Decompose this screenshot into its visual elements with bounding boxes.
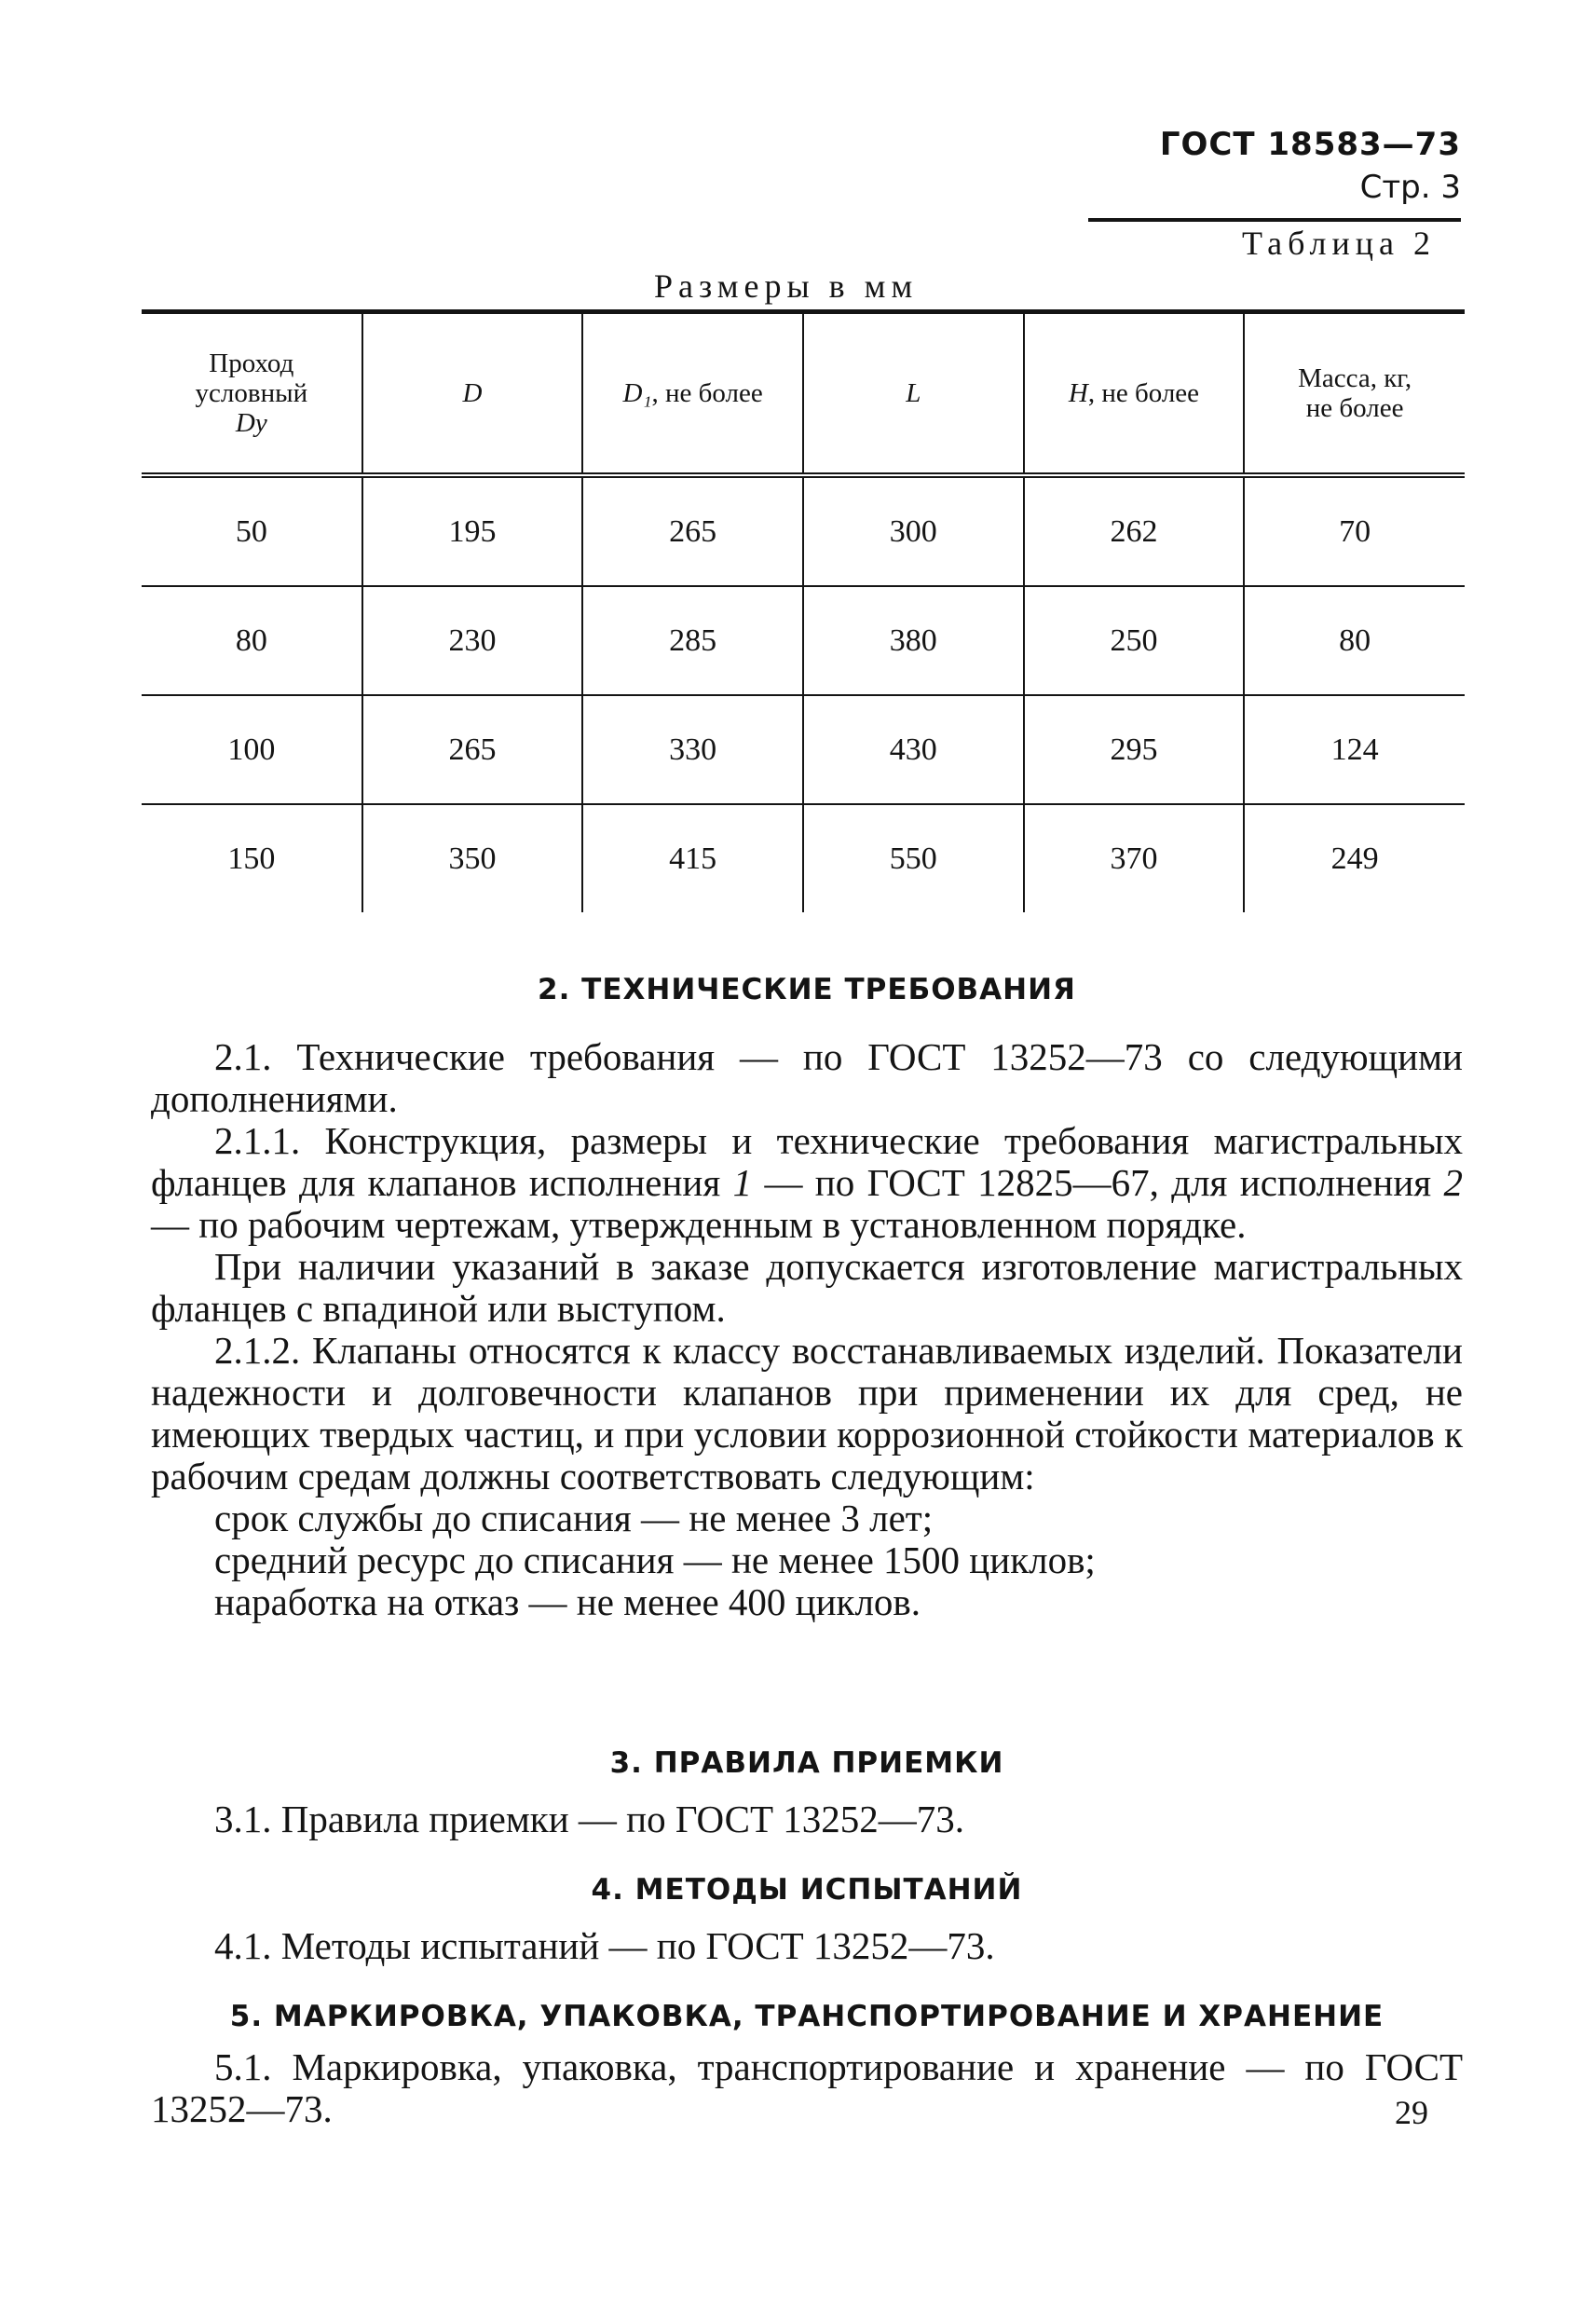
header-symbol: H [1068,378,1088,408]
variant-number: 2 [1443,1161,1463,1204]
header-nominal-bore [142,312,362,476]
table-cell: 80 [142,586,362,695]
section-2-body [151,1036,1463,1623]
header-symbol: L [906,378,921,408]
section-2-title: 2. ТЕХНИЧЕСКИЕ ТРЕБОВАНИЯ [538,973,1076,1006]
table-cell: 370 [1024,804,1245,912]
table-row [142,695,1465,804]
table-cell: 80 [1244,586,1465,695]
paragraph-text: — по рабочим чертежам, утвержденным в установленном порядке. [151,1203,1247,1246]
table-cell: 150 [227,841,276,876]
paragraph-text: — по ГОСТ 12825—67, для исполнения [752,1161,1444,1204]
header-symbol: D₁ [622,378,652,408]
section-5-body [151,2046,1463,2130]
table-cell: 50 [142,475,362,586]
section-4 [151,1869,1463,1911]
header-suffix: , не более [651,378,763,408]
table-cell: 124 [1244,695,1465,804]
section-5-title: 5. МАРКИРОВКА, УПАКОВКА, ТРАНСПОРТИРОВАНИЕ И ХРАНЕНИЕ [229,2000,1385,2033]
table-cell: 430 [803,695,1024,804]
table-cell: 262 [1024,475,1245,586]
table-cell: 295 [1024,695,1245,804]
table-cell: 249 [1244,804,1465,912]
header-mass [1244,312,1465,476]
table-cell: 380 [803,586,1024,695]
header-symbol: Dу [235,408,267,438]
header-line: условный [195,378,308,408]
header-l [803,312,1024,476]
table-row [142,475,1465,586]
paragraph-3-1: 3.1. Правила приемки — по ГОСТ 13252—73. [214,1798,965,1840]
header-d [362,312,583,476]
units-label: Размеры в мм [654,267,919,305]
table-row [142,586,1465,695]
table-cell: 415 [582,804,803,912]
section-4-body [151,1925,1463,1967]
section-4-title: 4. МЕТОДЫ ИСПЫТАНИЙ [591,1873,1023,1907]
header-line: Масса, кг, [1298,363,1412,393]
header-line: Проход [209,349,294,378]
table-cell: 550 [803,804,1024,912]
page-header [1088,123,1461,222]
header-symbol: D [462,378,483,408]
section-3-body [151,1798,1463,1840]
section-3-title: 3. ПРАВИЛА ПРИЕМКИ [609,1746,1004,1780]
dimensions-table [142,309,1465,912]
table-cell: 230 [362,586,583,695]
header-d1 [582,312,803,476]
paragraph-5-1: 5.1. Маркировка, упаковка, транспортирование и хранение — по ГОСТ 13252—73. [151,2045,1463,2130]
table-cell: 300 [803,475,1024,586]
header-line: не более [1305,393,1404,423]
table-header-row [142,312,1465,476]
paragraph-4-1: 4.1. Методы испытаний — по ГОСТ 13252—73. [214,1924,995,1967]
variant-number: 1 [732,1161,753,1204]
table-cell: 265 [582,475,803,586]
header-suffix: , не более [1087,378,1200,408]
paragraph-text: 2.1.1. Конструкция, размеры и технические требования магистральных фланцев для клапанов исполнения [151,1119,1463,1204]
page-number: 29 [1395,2094,1428,2131]
list-item: наработка на отказ — не менее 400 циклов. [214,1580,921,1623]
table-row [142,804,1465,912]
standard-number: ГОСТ 18583—73 [1159,126,1461,163]
paragraph-2-1-2: 2.1.2. Клапаны относятся к классу восстанавливаемых изделий. Показатели надежности и долговечности клапанов при применении их для сред, не имеющих твердых частиц, и при условии коррозионной стойкости материалов к рабочим средам должны соответствовать следующим: [151,1329,1463,1497]
paragraph-flanges-note: При наличии указаний в заказе допускается изготовление магистральных фланцев с впадиной или выступом. [151,1245,1463,1330]
paragraph-2-1: 2.1. Технические требования — по ГОСТ 13252—73 со следующими дополнениями. [151,1035,1463,1120]
table-cell: 285 [582,586,803,695]
section-5 [151,1996,1463,2038]
table-cell: 70 [1244,475,1465,586]
section-2 [151,969,1463,1011]
table-cell: 250 [1024,586,1245,695]
dimensions-table-wrapper [142,309,1465,912]
header-h [1024,312,1245,476]
paragraph-2-1-1 [151,1120,1463,1246]
table-cell: 330 [582,695,803,804]
table-label: Таблица 2 [1242,225,1436,262]
page-label: Стр. 3 [1359,169,1461,206]
list-item: срок службы до списания — не менее 3 лет; [214,1497,934,1539]
section-3 [151,1743,1463,1785]
list-item: средний ресурс до списания — не менее 1500 циклов; [214,1538,1096,1581]
table-cell: 100 [142,695,362,804]
table-cell: 350 [362,804,583,912]
table-cell: 265 [362,695,583,804]
table-cell: 195 [362,475,583,586]
